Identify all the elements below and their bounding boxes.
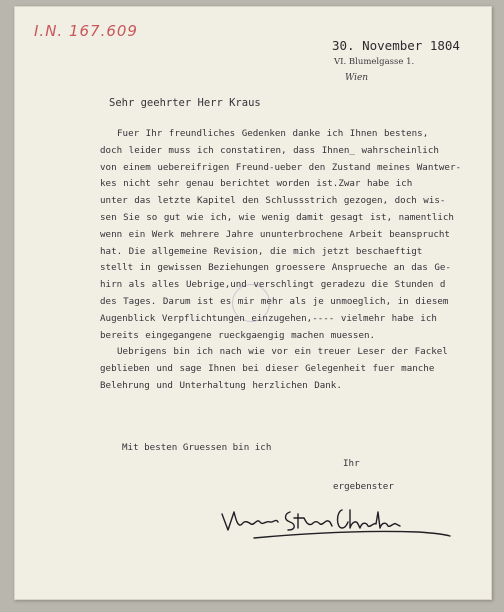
archive-number: I.N. 167.609: [34, 22, 138, 40]
body-line: sen Sie so gut wie ich, wie wenig damit gesagt ist, namentlich: [100, 211, 454, 223]
letter-date: 30. November 1804: [332, 38, 460, 53]
body-line: hirn als alles Uebrige,und verschlingt geradezu die Stunden d: [100, 279, 446, 291]
body-line: stellt in gewissen Beziehungen groessere Ansprueche an das Ge-: [100, 262, 451, 274]
salutation: Sehr geehrter Herr Kraus: [109, 97, 261, 109]
handwritten-signature: [218, 500, 458, 550]
sender-address-street: VI. Blumelgasse 1.: [334, 57, 415, 67]
body-line: des Tages. Darum ist es mir mehr als je unmoeglich, in diesem: [100, 295, 449, 307]
body-line: Uebrigens bin ich nach wie vor ein treuer Leser der Fackel: [117, 346, 448, 358]
body-line: doch leider muss ich constatiren, dass Ihnen_ wahrscheinlich: [100, 144, 439, 156]
body-line: geblieben und sage Ihnen bei dieser Gelegenheit fuer manche: [100, 363, 435, 375]
body-line: von einem uebereifrigen Freund-ueber den Zustand meines Wantwer-: [100, 161, 462, 173]
closing-phrase: Mit besten Gruessen bin ich: [122, 442, 272, 453]
body-line: kes nicht sehr genau berichtet worden ist.Zwar habe ich: [100, 178, 413, 190]
body-line: bereits eingegangene rueckgaengig machen muessen.: [100, 329, 376, 341]
body-line: unter das letzte Kapitel den Schlussstrich gezogen, doch wis-: [100, 195, 446, 207]
sender-address-city: Wien: [345, 73, 369, 83]
body-line: hat. Die allgemeine Revision, die mich jetzt beschaeftigt: [100, 245, 423, 257]
closing-ergebenster: ergebenster: [333, 481, 394, 492]
body-line: Fuer Ihr freundliches Gedenken danke ich Ihnen bestens,: [117, 128, 429, 139]
body-line: Belehrung und Unterhaltung herzlichen Dank.: [100, 379, 342, 391]
letter-body: [100, 126, 460, 395]
body-line: Augenblick Verpflichtungen einzugehen,---- vielmehr habe ich: [100, 312, 437, 324]
closing-ihr: Ihr: [343, 458, 360, 469]
body-line: wenn ein Werk mehrere Jahre ununterbrochene Arbeit beansprucht: [100, 228, 450, 240]
